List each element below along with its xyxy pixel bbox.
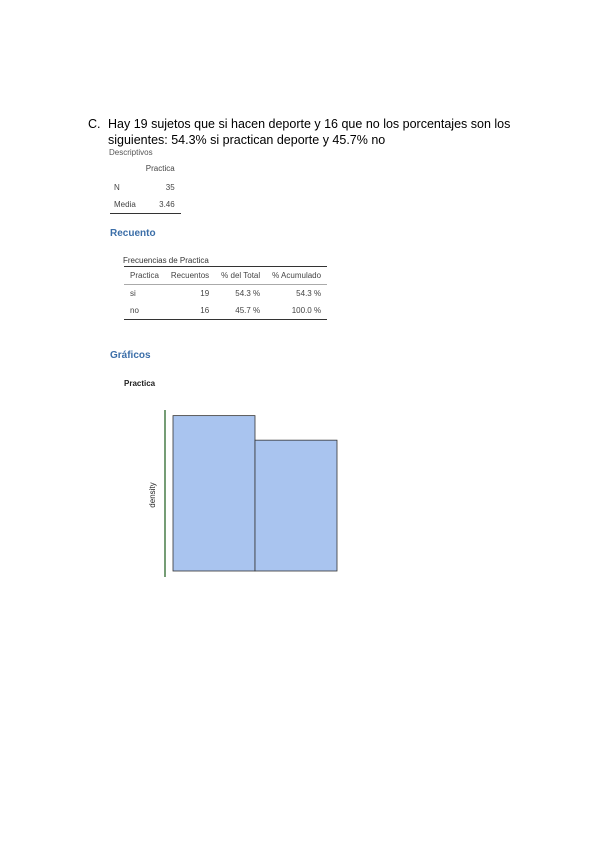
table-cell: 100.0 % — [266, 302, 327, 320]
table-row — [110, 179, 181, 196]
plot-title: Practica — [124, 379, 156, 388]
histogram-bar-no — [255, 440, 337, 571]
table-cell: 54.3 % — [296, 289, 322, 298]
table-cell: 16 — [165, 302, 215, 320]
graficos-heading: Gráficos — [110, 350, 151, 361]
list-marker: C. — [88, 117, 101, 131]
descriptives-value: 3.46 — [142, 196, 181, 214]
table-row — [124, 285, 327, 303]
table-cell: 19 — [200, 289, 210, 298]
column-header: % Acumulado — [266, 267, 327, 285]
descriptives-value: 35 — [165, 183, 175, 192]
descriptives-table — [110, 160, 181, 214]
histogram-bar-si — [173, 416, 255, 571]
descriptives-corner — [110, 160, 142, 179]
table-cell: 54.3 % — [235, 289, 261, 298]
descriptives-label: N — [114, 183, 120, 192]
y-axis-label: density — [148, 482, 157, 508]
descriptives-column-header: Practica — [145, 164, 175, 173]
table-cell: si — [130, 289, 136, 298]
density-histogram — [140, 405, 350, 585]
recuento-heading: Recuento — [110, 228, 156, 239]
frequency-table — [124, 266, 327, 320]
descriptives-title: Descriptivos — [109, 148, 153, 157]
table-row — [110, 196, 181, 214]
descriptives-label: Media — [110, 196, 142, 214]
column-header: Recuentos — [165, 267, 215, 285]
table-cell: no — [124, 302, 165, 320]
column-header: % del Total — [215, 267, 266, 285]
table-cell: 45.7 % — [215, 302, 266, 320]
column-header: Practica — [124, 267, 165, 285]
frequency-table-title: Frecuencias de Practica — [123, 256, 209, 265]
table-row — [124, 302, 327, 320]
answer-item — [88, 116, 548, 148]
answer-text: Hay 19 sujetos que si hacen deporte y 16 que no los porcentajes son los siguientes: 54.3% si practican deporte y 45.7% no — [108, 117, 511, 147]
